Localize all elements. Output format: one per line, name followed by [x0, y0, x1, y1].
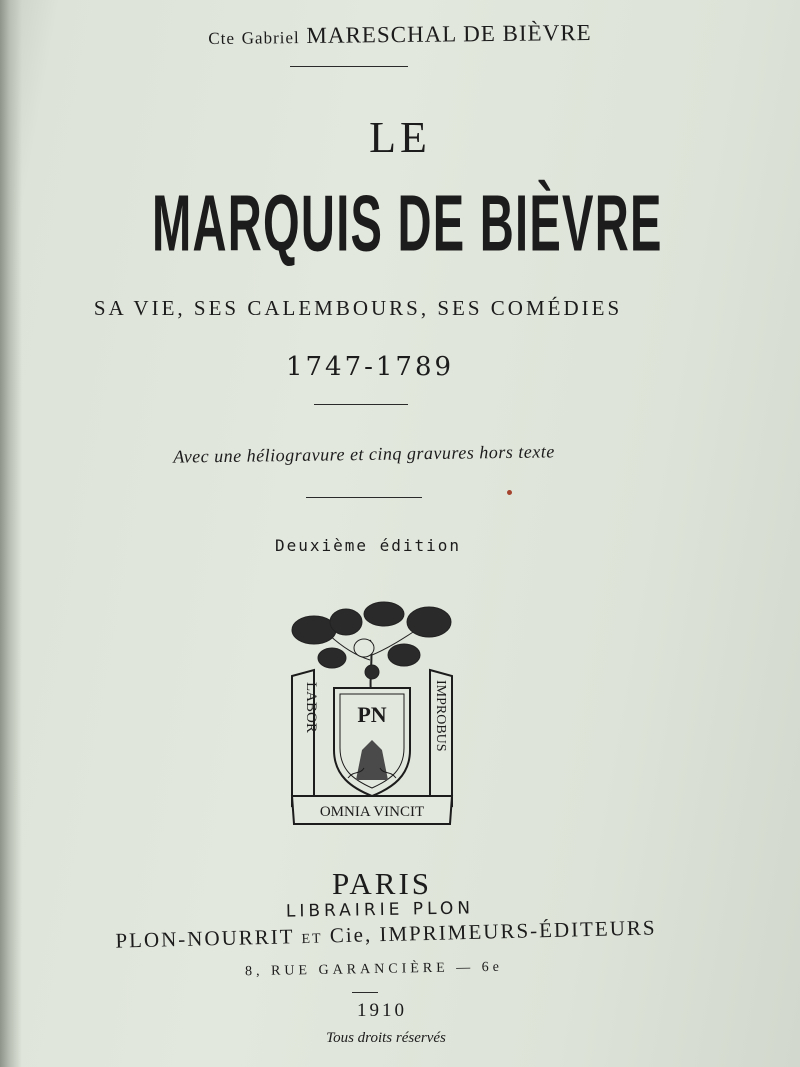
banner-right: [430, 670, 452, 806]
motto-bottom: OMNIA VINCIT: [319, 804, 425, 820]
years: 1747-1789: [285, 352, 455, 382]
edition: Deuxième édition: [274, 536, 462, 555]
shield-icon: [334, 688, 410, 796]
subtitle: SA VIE, SES CALEMBOURS, SES COMÉDIES: [93, 296, 623, 320]
author-line: [0, 18, 800, 52]
author-first-name: Gabriel: [241, 28, 300, 48]
imprint-year: 1910: [357, 1000, 407, 1021]
imprint-line-start: PLON-NOURRIT: [115, 924, 295, 953]
imprint-line-cie: Cie: [329, 922, 366, 948]
imprint-line-end: , IMPRIMEURS-ÉDITEURS: [364, 915, 657, 947]
title-line-1: LE: [369, 113, 431, 162]
imprint-line-et: ET: [301, 931, 323, 948]
motto-left: LABOR: [303, 682, 319, 733]
ink-spot: [507, 490, 512, 495]
monogram: PN: [357, 702, 387, 727]
rule-top: [290, 66, 408, 67]
motto-right: IMPROBUS: [433, 680, 448, 752]
imprint-rights: Tous droits réservés: [326, 1030, 446, 1046]
imprint-house: LIBRAIRIE PLON: [285, 898, 475, 922]
author-surname: MARESCHAL DE BIÈVRE: [306, 19, 592, 48]
rule-lower: [306, 497, 422, 498]
author-prefix: Cte: [208, 28, 236, 49]
banner-bottom: [292, 796, 452, 824]
title-main: MARQUIS DE BIÈVRE: [152, 178, 663, 269]
rule-middle: [314, 404, 408, 405]
rule-bottom: [352, 992, 378, 993]
imprint-city: PARIS: [331, 866, 433, 901]
banner-left: [292, 670, 319, 806]
imprint-address: 8, RUE GARANCIÈRE — 6e: [244, 959, 504, 980]
publisher-mark: [284, 600, 460, 828]
illustrations-note: Avec une héliogravure et cinq gravures hors texte: [173, 441, 555, 467]
